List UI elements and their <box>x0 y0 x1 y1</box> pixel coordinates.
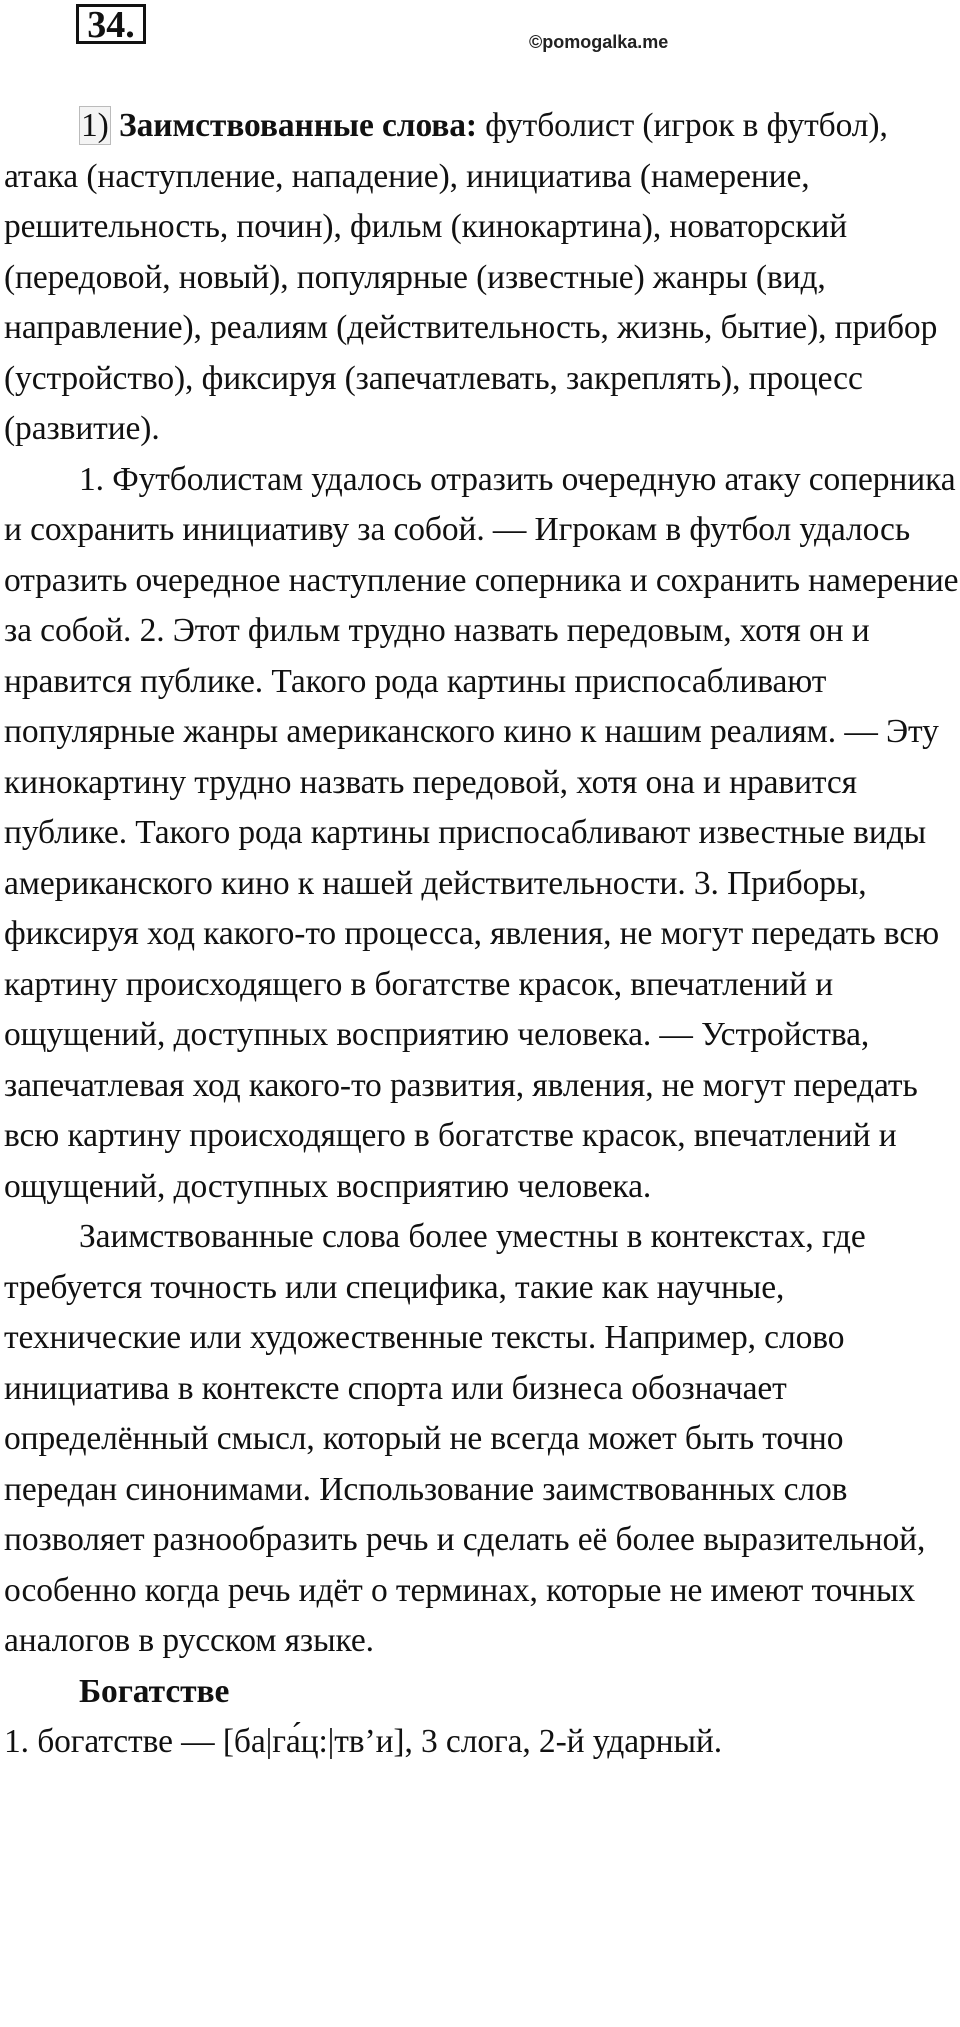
task-number-box: 34. <box>76 4 146 44</box>
word-heading: Богатстве <box>79 1672 230 1710</box>
part1-heading: Заимствованные слова: <box>119 107 477 144</box>
part1-number: 1) <box>81 107 109 144</box>
document-body <box>4 101 960 1768</box>
part1-text: футболист (игрок в футбол), атака (наступление, нападение), инициатива (намерение, решительность, почин), фильм (кинокартина), новаторский (передовой, новый), популярные (известные) жанры (вид, направление), реалиям (действительность, жизнь, бытие), прибор (устройство), фиксируя (запечатлевать, закреплять), процесс (развитие). <box>4 107 938 447</box>
watermark: ©pomogalka.me <box>529 32 669 52</box>
phonetic-line: 1. богатстве — [ба|га́ц:|тв’и], 3 слога, 2-й ударный. <box>4 1723 722 1760</box>
conclusion-paragraph: Заимствованные слова более уместны в контекстах, где требуется точность или специфика, такие как научные, технические или художественные тексты. Например, слово инициатива в контексте спорта или бизнеса обозначает определённый смысл, который не всегда может быть точно передан синонимами. Использование заимствованных слов позволяет разнообразить речь и сделать её более выразительной, особенно когда речь идёт о терминах, которые не имеют точных аналогов в русском языке. <box>4 1218 926 1659</box>
part1-paragraph <box>4 101 960 455</box>
examples-paragraph: 1. Футболистам удалось отразить очередную атаку соперника и сохранить инициативу за собой. — Игрокам в футбол удалось отразить очередное наступление соперника и сохранить намерение за собой. 2. Этот фильм трудно назвать передовым, хотя он и нравится публике. Такого рода картины приспосабливают популярные жанры американского кино к нашим реалиям. — Эту кинокартину трудно назвать передовой, хотя она и нравится публике. Такого рода картины приспосабливают известные виды американского кино к нашей действительности. 3. Приборы, фиксируя ход какого-то процесса, явления, не могут передать всю картину происходящего в богатстве красок, впечатлений и ощущений, доступных восприятию человека. — Устройства, запечатлевая ход какого-то развития, явления, не могут передать всю картину происходящего в богатстве красок, впечатлений и ощущений, доступных восприятию человека. <box>4 460 959 1205</box>
